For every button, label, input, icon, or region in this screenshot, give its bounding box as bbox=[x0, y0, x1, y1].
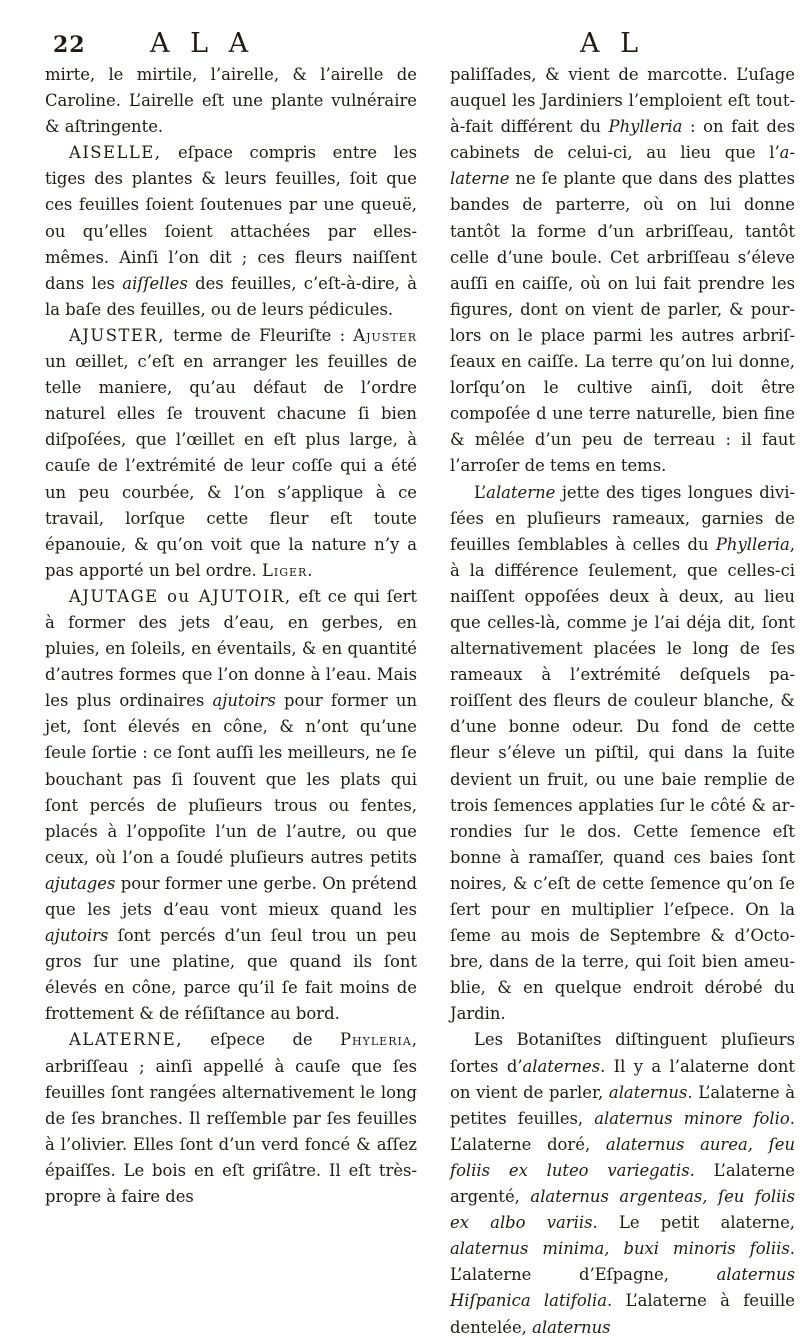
entry-headword: AISELLE, bbox=[69, 143, 162, 163]
entry-ajuster: AJUSTER, terme de Fleuriſte : Ajuster un œillet, c’eſt en arranger les feuilles de telle maniere, qu’au défaut de l’ordre naturel elles ſe trouvent chacune ſi bien diſpoſées, que l’œillet en eſt plus large, à cauſe de l’extrémité de leur coſſe qui a été un peu courbée, & l’on s’applique à ce travail, lorſque cette fleur eſt toute épanouie, & qu’on voit que la nature n’y a pas apporté un bel ordre. Liger. bbox=[45, 325, 417, 580]
running-head-left: A L A bbox=[150, 28, 255, 59]
entry-headword: AJUTAGE ou AJUTOIR, bbox=[69, 586, 292, 606]
entry-ajutage: AJUTAGE ou AJUTOIR, eſt ce qui ſert à former des jets d’eau, en gerbes, en pluies, en ſoleils, en éventails, & en quantité d’autres formes que l’on donne à l’eau. Mais les plus ordinaires ajutoirs pour former un jet, ſont élevés en cône, & n’ont qu’une ſeule ſortie : ce ſont auſſi les meilleurs, ne ſe bouchant pas ſi ſouvent que les plats qui ſont percés de pluſieurs trous ou fentes, placés à l’oppoſite l’un de l’autre, ou que ceux, où l’on a ſoudé pluſieurs autres petits ajutages pour former une gerbe. On prétend que les jets d’eau vont mieux quand les ajutoirs ſont percés d’un ſeul trou un peu gros ſur une platine, que quand ils ſont élevés en cône, parce qu’il ſe fait moins de frottement & de réſiſtance au bord. bbox=[45, 586, 417, 1024]
page-header bbox=[0, 28, 800, 62]
running-head-right: A L bbox=[580, 28, 645, 59]
entry-headword: ALATERNE, bbox=[69, 1030, 183, 1050]
paragraph-alaterne-description: L’alaterne jette des tiges longues diviſées en pluſieurs rameaux, garnies de feuilles ſemblables à celles du Phylleria, à la différence ſeulement, que celles-ci naiſſent oppoſées deux à deux, au lieu que celles-là, comme je l’ai déja dit, ſont alternativement placées le long de ſes rameaux à l’extrémité deſquels paroiſſent des fleurs de couleur blanche, & d’une bonne odeur. Du fond de cette fleur s’éleve un piſtil, qui dans la ſuite devient un fruit, ou une baie remplie de trois ſemences applaties ſur le côté & arrondies ſur le dos. Cette ſemence eſt bonne à ramaſſer, quand ces baies ſont noires, & c’eſt de cette ſemence qu’on ſe ſert pour en multiplier l’eſpece. On la ſeme au mois de Septembre & d’Octobre, dans de la terre, qui ſoit bien ameublie, & en quelque endroit dérobé du Jardin. bbox=[450, 482, 795, 1024]
right-column bbox=[450, 62, 795, 1341]
continued-paragraph: mirte, le mirtile, l’airelle, & l’airelle de Caroline. L’airelle eſt une plante vulnéraire & aſtringente. bbox=[45, 65, 417, 137]
source-citation: Liger. bbox=[261, 560, 314, 580]
left-column bbox=[45, 62, 417, 1210]
page-number: 22 bbox=[53, 32, 86, 58]
paragraph-alaterne-varieties: Les Botaniſtes diſtinguent pluſieurs ſortes d’alaternes. Il y a l’alaterne dont on vient de parler, alaternus. L’alaterne à petites feuilles, alaternus minore folio. L’alaterne doré, alaternus aurea, ſeu foliis ex luteo variegatis. L’alaterne argenté, alaternus argenteas, ſeu foliis ex albo variis. Le petit alaterne, alaternus minima, buxi minoris foliis. L’alaterne d’Eſpagne, alaternus Hiſpanica latifolia. L’alaterne à feuille dentelée, alaternus bbox=[450, 1030, 796, 1337]
continued-paragraph: paliſſades, & vient de marcotte. L’uſage auquel les Jardiniers l’emploient eſt tout-à-fait différent du Phylleria : on fait des cabinets de celui-ci, au lieu que l’alaterne ne ſe plante que dans des plattes bandes de parterre, où on lui donne tantôt la forme d’un arbriſſeau, tantôt celle d’une boule. Cet arbriſſeau s’éleve auſſi en caiſſe, où on lui fait prendre les figures, dont on vient de parler, & pourlors on le place parmi les autres arbriſſeaux en caiſſe. La terre qu’on lui donne, lorſqu’on le cultive ainſi, doit être compoſée d une terre naturelle, bien fine & mêlée d’un peu de terreau : il faut l’arroſer de tems en tems. bbox=[450, 65, 795, 476]
entry-headword: AJUSTER, bbox=[69, 325, 165, 345]
entry-alaterne: ALATERNE, eſpece de Phyleria, arbriſſeau ; ainſi appellé à cauſe que ſes feuilles ſont rangées alternativement le long de ſes branches. Il reſſemble par ſes feuilles à l’olivier. Elles ſont d’un verd foncé & aſſez épaiſſes. Le bois en eſt griſâtre. Il eſt très-propre à faire des bbox=[45, 1030, 417, 1207]
entry-aiselle: AISELLE, eſpace compris entre les tiges des plantes & leurs feuilles, ſoit que ces feuilles ſoient ſoutenues par une queuë, ou qu’elles ſoient attachées par elles-mêmes. Ainſi l’on dit ; ces fleurs naiſſent dans les aiſſelles des feuilles, c’eſt-à-dire, à la baſe des feuilles, ou de leurs pédicules. bbox=[45, 143, 417, 319]
